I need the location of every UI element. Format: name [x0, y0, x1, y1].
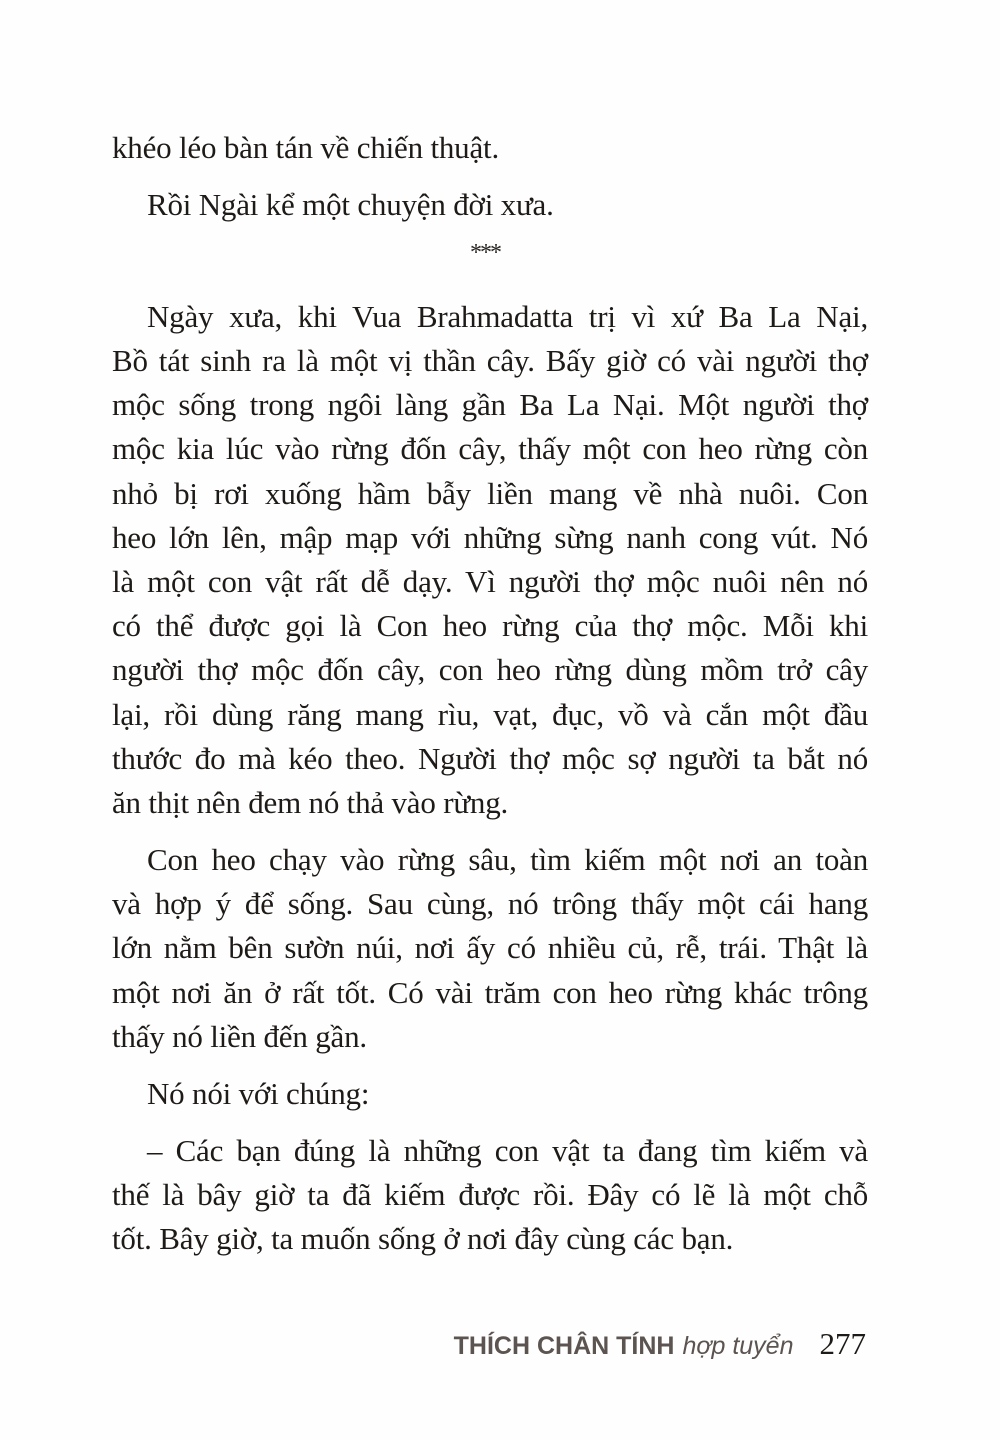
footer-author: THÍCH CHÂN TÍNH	[453, 1332, 675, 1360]
text-line: nhỏ bị rơi xuống hầm bẫy liền mang về nhà nuôi. Con	[112, 476, 868, 511]
text-line: thấy nó liền đến gần.	[112, 1019, 367, 1054]
text-line: là một con vật rất dễ dạy. Vì người thợ mộc nuôi nên nó	[112, 564, 868, 599]
text-line: tốt. Bây giờ, ta muốn sống ở nơi đây cùng các bạn.	[112, 1221, 734, 1256]
text-line: Nó nói với chúng:	[147, 1076, 370, 1111]
page-footer	[454, 1326, 866, 1364]
page-number: 277	[819, 1326, 866, 1361]
section-break: ***	[470, 240, 500, 266]
text-line: heo lớn lên, mập mạp với những sừng nanh cong vút. Nó	[112, 520, 868, 555]
text-line: Bồ tát sinh ra là một vị thần cây. Bấy giờ có vài người thợ	[112, 343, 868, 378]
text-line: khéo léo bàn tán về chiến thuật.	[112, 130, 499, 165]
text-line: lớn nằm bên sườn núi, nơi ấy có nhiều củ, rễ, trái. Thật là	[112, 930, 868, 965]
text-line: – Các bạn đúng là những con vật ta đang tìm kiếm và	[147, 1133, 868, 1168]
text-line: Con heo chạy vào rừng sâu, tìm kiếm một nơi an toàn	[147, 842, 868, 877]
text-line: mộc kia lúc vào rừng đốn cây, thấy một con heo rừng còn	[112, 431, 868, 466]
text-line: mộc sống trong ngôi làng gần Ba La Nại. Một người thợ	[112, 387, 868, 422]
footer-series: hợp tuyển	[682, 1332, 794, 1360]
text-line: ăn thịt nên đem nó thả vào rừng.	[112, 785, 509, 820]
text-line: và hợp ý để sống. Sau cùng, nó trông thấy một cái hang	[112, 886, 868, 921]
text-line: một nơi ăn ở rất tốt. Có vài trăm con heo rừng khác trông	[112, 975, 868, 1010]
text-line: thế là bây giờ ta đã kiếm được rồi. Đây có lẽ là một chỗ	[112, 1177, 868, 1212]
text-line: Ngày xưa, khi Vua Brahmadatta trị vì xứ Ba La Nại,	[147, 299, 868, 334]
text-line: người thợ mộc đốn cây, con heo rừng dùng mồm trở cây	[112, 652, 868, 687]
text-line: lại, rồi dùng răng mang rìu, vạt, đục, vồ và cắn một đầu	[112, 697, 868, 732]
text-line: thước đo mà kéo theo. Người thợ mộc sợ người ta bắt nó	[112, 741, 868, 776]
text-line: có thể được gọi là Con heo rừng của thợ mộc. Mỗi khi	[112, 608, 868, 643]
text-line: Rồi Ngài kể một chuyện đời xưa.	[147, 187, 554, 222]
